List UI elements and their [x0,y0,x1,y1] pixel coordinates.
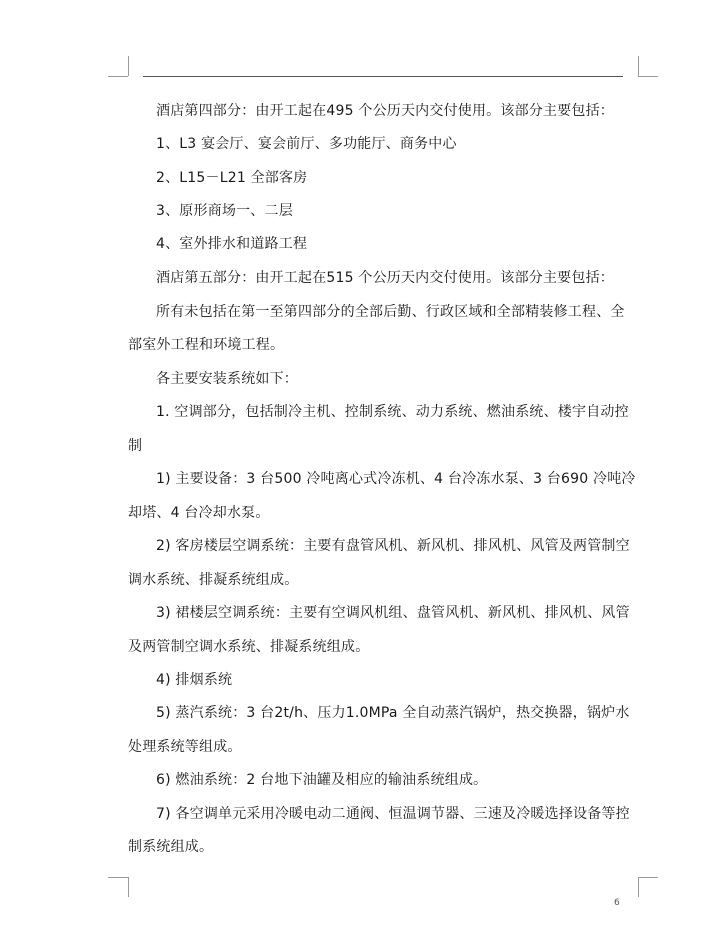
body-line: 7) 各空调单元采用冷暖电动二通阀、恒温调节器、三速及冷暖选择设备等控 [156,806,630,822]
body-line: 各主要安装系统如下： [156,371,298,387]
body-line: 2、L15－L21 全部客房 [156,170,308,186]
crop-mark-top-right-v [638,56,639,76]
crop-mark-bottom-left-v [128,877,129,897]
body-line: 所有未包括在第一至第四部分的全部后勤、行政区域和全部精装修工程、全 [156,304,625,320]
body-line: 调水系统、排凝系统组成。 [128,572,299,588]
crop-mark-top-left-v [128,56,129,76]
body-line: 1、L3 宴会厅、宴会前厅、多功能厅、商务中心 [156,136,457,152]
body-line: 酒店第四部分：由开工起在495 个公历天内交付使用。该部分主要包括： [156,103,614,119]
body-line: 4、室外排水和道路工程 [156,236,308,252]
body-line: 4) 排烟系统 [156,672,233,688]
page-number: 6 [614,898,620,908]
crop-mark-bottom-right-h [638,877,658,878]
crop-mark-top-left-h [108,76,128,77]
body-line: 1) 主要设备：3 台500 冷吨离心式冷冻机、4 台冷冻水泵、3 台690 冷吨冷 [156,471,636,487]
body-line: 酒店第五部分：由开工起在515 个公历天内交付使用。该部分主要包括： [156,270,614,286]
body-line: 5) 蒸汽系统：3 台2t/h、压力1.0MPa 全自动蒸汽锅炉，热交换器，锅炉水 [156,705,630,721]
crop-mark-bottom-right-v [638,877,639,897]
body-line: 制系统组成。 [128,839,214,855]
crop-mark-bottom-left-h [108,877,128,878]
header-rule [143,76,623,77]
crop-mark-top-right-h [638,76,658,77]
body-line: 3) 裙楼层空调系统：主要有空调风机组、盘管风机、新风机、排风机、风管 [156,605,630,621]
body-line: 1. 空调部分，包括制冷主机、控制系统、动力系统、燃油系统、楼宇自动控 [156,404,629,420]
body-line: 部室外工程和环境工程。 [128,337,285,353]
body-line: 及两管制空调水系统、排凝系统组成。 [128,639,370,655]
body-line: 处理系统等组成。 [128,739,242,755]
body-line: 3、原形商场一、二层 [156,203,293,219]
body-line: 制 [128,438,143,454]
body-line: 却塔、4 台冷却水泵。 [128,505,270,521]
body-line: 2) 客房楼层空调系统：主要有盘管风机、新风机、排风机、风管及两管制空 [156,538,630,554]
body-line: 6) 燃油系统：2 台地下油罐及相应的输油系统组成。 [156,772,488,788]
